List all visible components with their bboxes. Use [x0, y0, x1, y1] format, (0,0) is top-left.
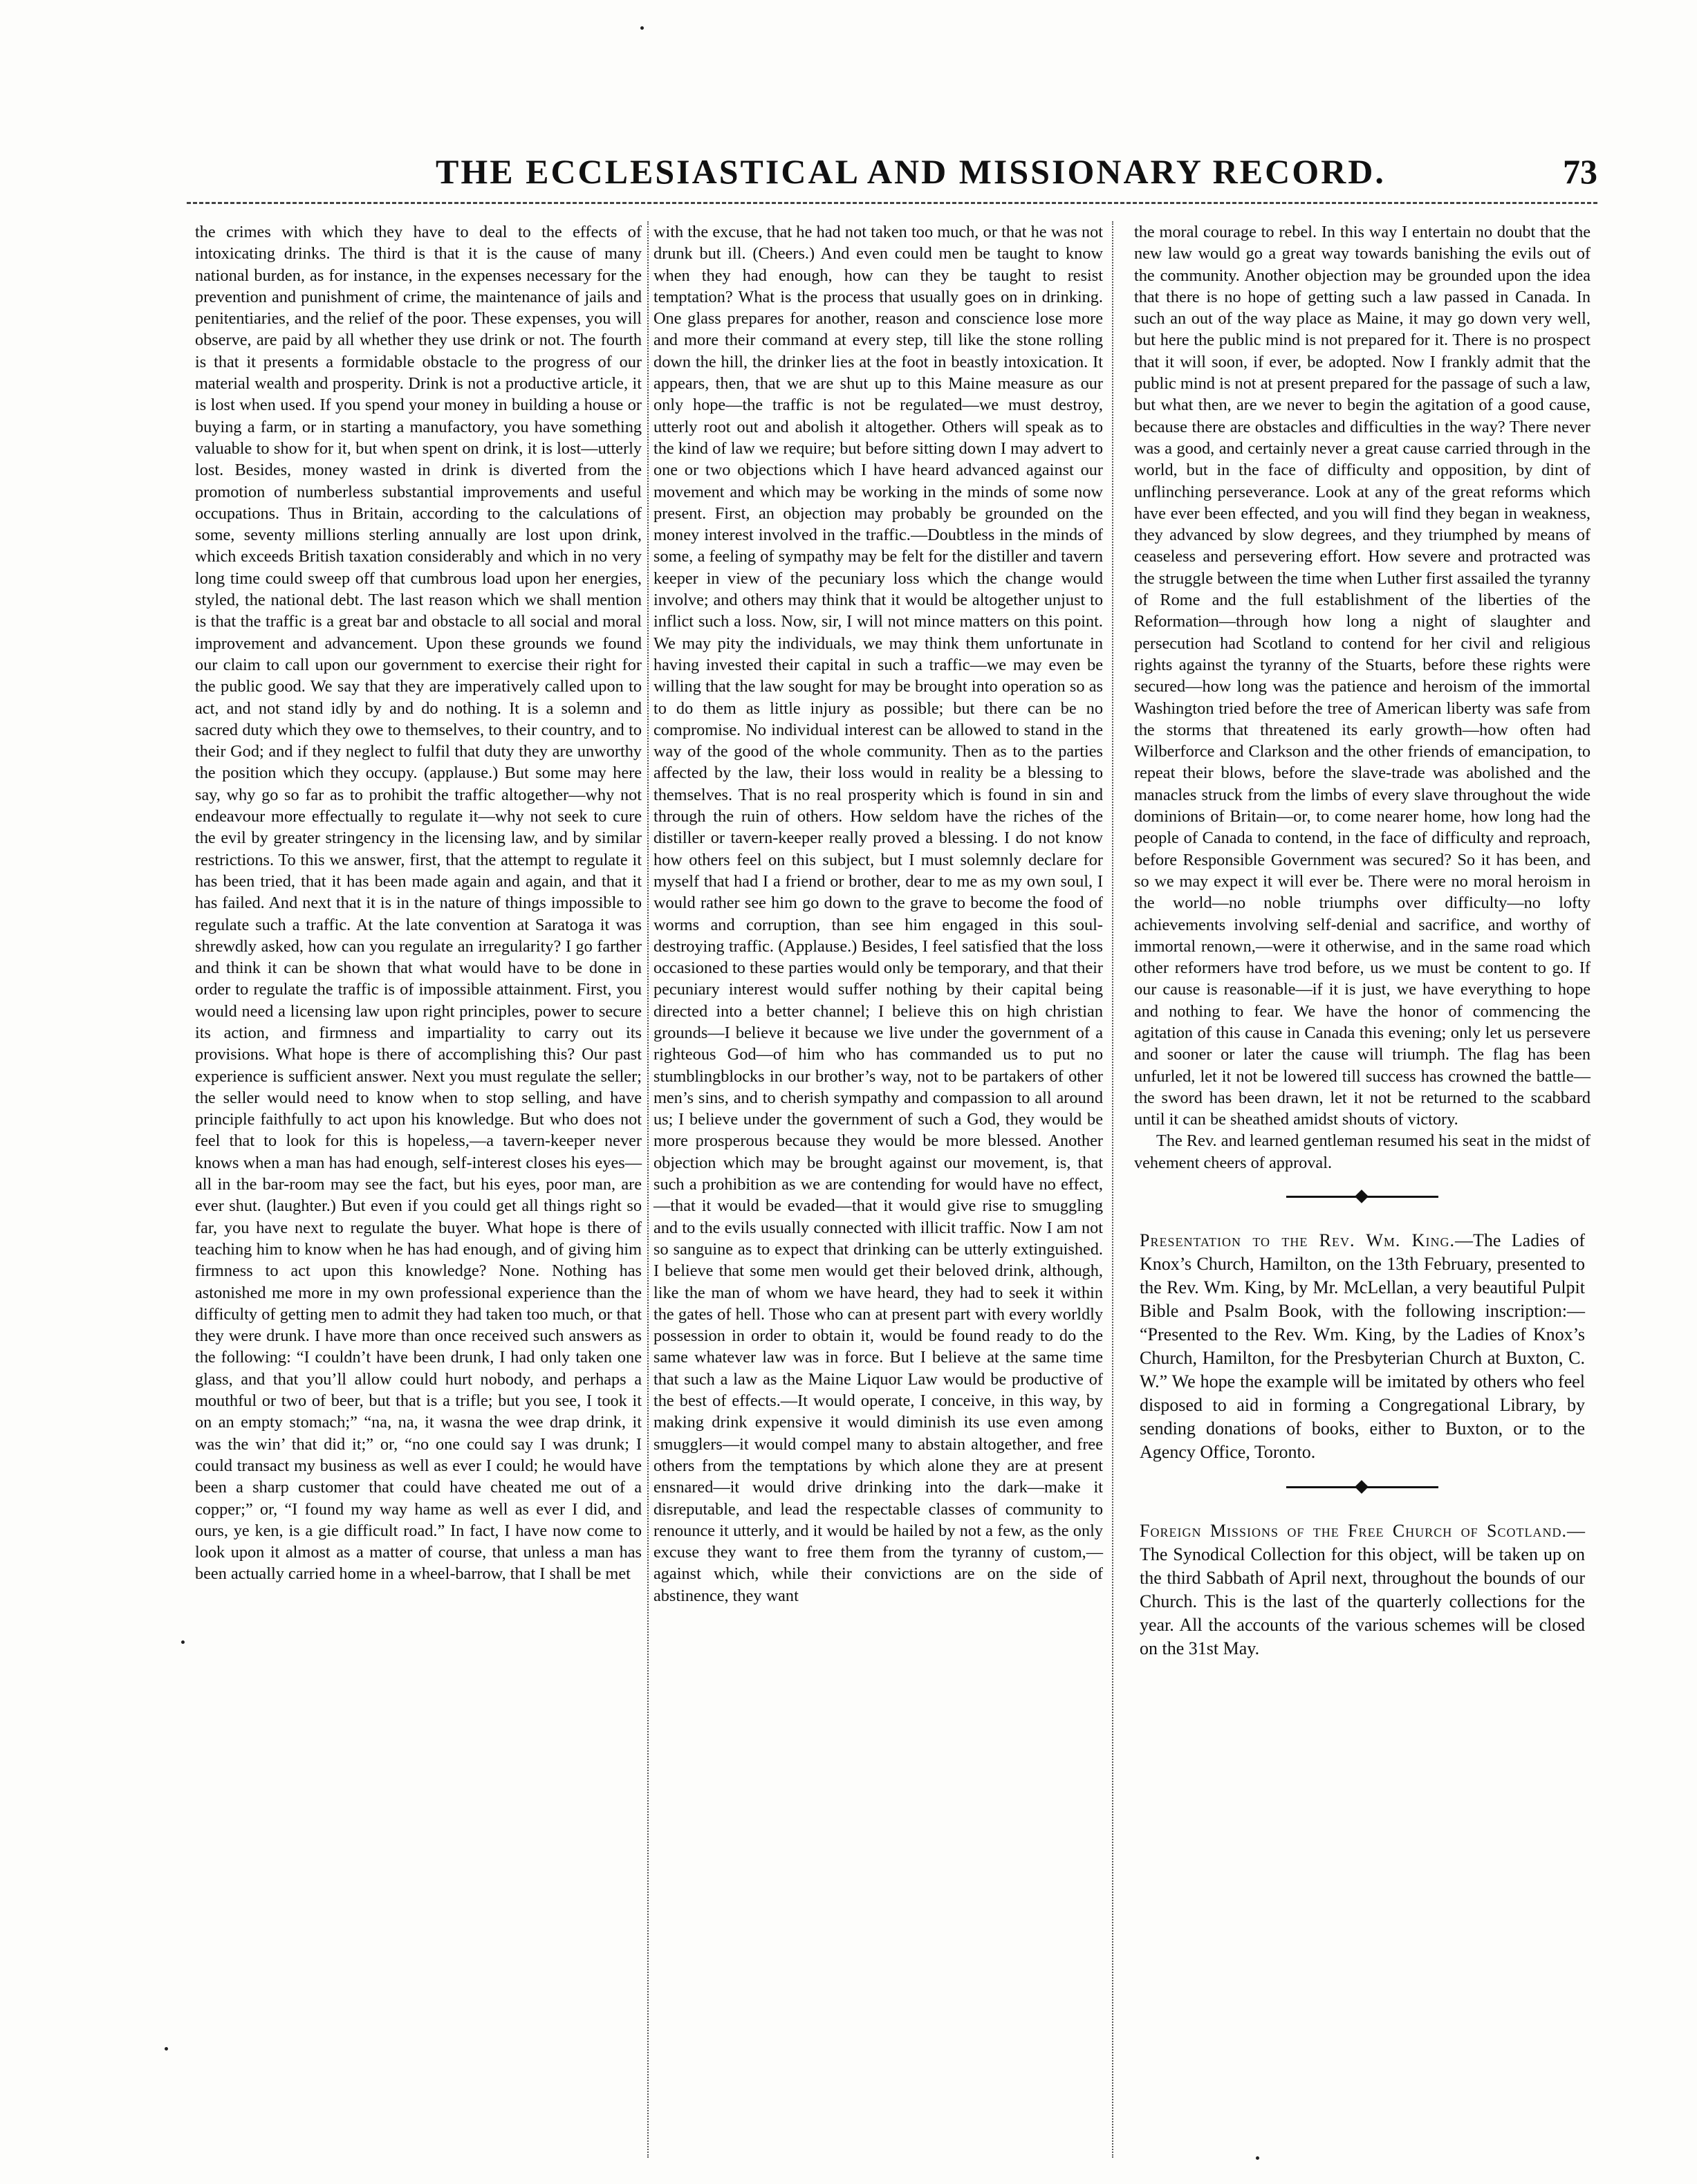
notice-foreign-missions-heading: Foreign Missions of the Free Church of Scotland.: [1140, 1521, 1567, 1542]
ink-speck: [181, 1640, 185, 1644]
running-title: THE ECCLESIASTICAL AND MISSIONARY RECORD.: [436, 152, 1386, 191]
page-number: 73: [1563, 152, 1597, 191]
section-ornament-2: [1286, 1482, 1438, 1492]
page-header: [187, 151, 1597, 198]
column-2-text: with the excuse, that he had not taken too much, or that he was not drunk but ill. (Cheers.) And even could men be taught to know when they had enough, how can they be taught to resist temptation? What is the process that usually goes on in drinking. One glass prepares for another, reason and conscience lose more and more their command at every step, till like the stone rolling down the hill, the drinker lies at the foot in beastly intoxication. It appears, then, that we are shut up to this Maine measure as our only hope—the traffic is not be regulated—we must destroy, utterly root out and abolish it altogether. Others will speak as to the kind of law we require; but before sitting down I may advert to one or two objections which I have heard advanced against our movement and which may be working in the minds of some now present. First, an objection may probably be grounded on the money interest involved in the traffic.—Doubtless in the minds of some, a feeling of sympathy may be felt for the distiller and tavern keeper in view of the pecuniary loss which the change would involve; and others may think that it would be altogether unjust to inflict such a loss. Now, sir, I will not mince matters on this point. We may pity the individuals, we may think them unfortunate in having invested their capital in such a traffic—we may even be willing that the law sought for may be brought into operation so as to do them as little injury as possible; but there can be no compromise. No individual interest can be allowed to stand in the way of the good of the whole community. Then as to the parties affected by the law, their loss would in reality be a blessing to themselves. That is no real prosperity which is found in sin and through the ruin of others. How seldom have the riches of the distiller or tavern-keeper really proved a blessing. I do not know how others feel on this subject, but I must solemnly declare for myself that had I a friend or brother, dear to me as my own soul, I would rather see him go down to the grave to become the food of worms and corruption, than see him engaged in this soul-destroying traffic. (Applause.) Besides, I feel satisfied that the loss occasioned to these parties would only be temporary, and that their pecuniary interest would suffer nothing by their capital being directed into a better channel; I believe this on high christian grounds—I believe it because we live under the government of a righteous God—of him who has commanded us to put no stumblingblocks in our brother’s way, not to be partakers of other men’s sins, and to cherish sympathy and compassion to all around us; I believe under the government of such a God, they would be more prosperous because they would be more blessed. Another objection which may be brought against our movement, is, that such a prohibition as we are contending for would have no effect,—that it would be evaded—that it would give rise to smuggling and to the evils usually connected with illicit traffic. Now I am not so sanguine as to expect that drinking can be utterly extinguished. I believe that some men would get their beloved drink, although, like the man of whom we have heard, they had to seek it within the gates of hell. Those who can at present part with every worldly possession in order to obtain it, would be found ready to do the same whatever law was in force. But I believe at the same time that such a law as the Maine Liquor Law would be productive of the best of effects.—It would operate, I conceive, in this way, by making drink expensive it would diminish its use even among smugglers—it would compel many to abstain altogether, and free others from the temptations by which alone they are at present ensnared—it would drive drinking into the dark—make it disreputable, and lead the respectable classes of community to renounce it utterly, and it would be hailed by not a few, as the only excuse they want to free them from the tyranny of custom,—against which, while their convictions are on the side of abstinence, they want: [653, 223, 1103, 1605]
section-ornament: [1286, 1192, 1438, 1201]
closing-paragraph: The Rev. and learned gentleman resumed his seat in the midst of vehement cheers of approval.: [1134, 1131, 1591, 1172]
column-3: [1134, 221, 1591, 2172]
notice-foreign-missions: [1134, 1519, 1591, 1660]
column-divider-1: [647, 221, 649, 2158]
column-3-text: the moral courage to rebel. In this way I entertain no doubt that the new law would go a great way towards banishing the evils out of the community. Another objection may be grounded upon the idea that there is no hope of getting such a law passed in Canada. In such an out of the way place as Maine, it may go down very well, but here the public mind is not prepared for it. There is no prospect that it will soon, if ever, be adopted. Now I frankly admit that the public mind is not at present prepared for the passage of such a law, but what then, are we never to begin the agitation of a good cause, because there are obstacles and difficulties in the way? There never was a good, and certainly never a great cause carried through in the world, but in the face of difficulty and opposition, by dint of unflinching perseverance. Look at any of the great reforms which have ever been effected, and you will find they began in weakness, they advanced by slow degrees, and they triumphed by means of ceaseless and persevering effort. How severe and protracted was the struggle between the time when Luther first assailed the tyranny of Rome and the full establishment of the liberties of the Reformation—through how long a night of slaughter and persecution had Scotland to contend for her civil and religious rights against the tyranny of the Stuarts, before these rights were secured—how long was the patience and heroism of the immortal Washington tried before the tree of American liberty was safe from the storms that threatened its early growth—how often had Wilberforce and Clarkson and the other friends of emancipation, to repeat their blows, before the slave-trade was abolished and the manacles struck from the limbs of every slave throughout the wide dominions of Britain—or, to come nearer home, how long had the people of Canada to contend, in the face of difficulty and reproach, before Responsible Government was secured? So it has been, and so we may expect it will ever be. There were no moral heroism in the world—no noble triumphs over difficulty—no lofty achievements involving self-denial and sacrifice, and worthy of immortal renown,—were it otherwise, and in the same road which other reformers have trod before, us we must be content to go. If our cause is reasonable—if it is just, we have everything to hope and nothing to fear. We have the honor of commencing the agitation of this cause in Canada this evening; only let us persevere and sooner or later the cause will triumph. The flag has been unfurled, let it not be lowered till success has crowned the battle—the sword has been drawn, let it not be returned to the scabbard until it can be sheathed amidst shouts of victory.: [1134, 223, 1591, 1129]
notice-presentation-heading: Presentation to the Rev. Wm. King.: [1140, 1230, 1455, 1251]
ink-speck: [1256, 2156, 1259, 2160]
column-1: [195, 221, 642, 2172]
column-1-text: the crimes with which they have to deal to the effects of intoxicating drinks. The third is that it is the cause of many national burden, as for instance, in the expenses necessary for the prevention and punishment of crime, the maintenance of jails and penitentiaries, and the relief of the poor. These expenses, you will observe, are paid by all whether they use drink or not. The fourth is that it presents a formidable obstacle to the progress of our material wealth and prosperity. Drink is not a productive article, it is lost when used. If you spend your money in building a house or buying a farm, or in starting a manufactory, you have something valuable to show for it, but when spent on drink, it is lost—utterly lost. Besides, money wasted in drink is diverted from the promotion of numberless substantial improvements and useful occupations. Thus in Britain, according to the calculations of some, seventy millions sterling annually are lost upon drink, which exceeds British taxation considerably and which in no very long time could sweep off that cumbrous load upon her energies, styled, the national debt. The last reason which we shall mention is that the traffic is a great bar and obstacle to all social and moral improvement and advancement. Upon these grounds we found our claim to call upon our government to exercise their right for the public good. We say that they are imperatively called upon to act, and not stand idly by and do nothing. It is a solemn and sacred duty which they owe to themselves, to their country, and to their God; and if they neglect to fulfil that duty they are unworthy the position which they occupy. (applause.) But some may here say, why go so far as to prohibit the traffic altogether—why not endeavour more effectually to regulate it—why not seek to cure the evil by greater stringency in the licensing law, and by similar restrictions. To this we answer, first, that the attempt to regulate it has been tried, that it has been made again and again, and that it has failed. And next that it is in the nature of things impossible to regulate such a traffic. At the late convention at Saratoga it was shrewdly asked, how can you regulate an irregularity? I go farther and think it can be shown that what would have to be done in order to regulate the traffic is of impossible attainment. First, you would need a licensing law upon right principles, power to secure its action, and firmness and impartiality to carry out its provisions. What hope is there of accomplishing this? Our past experience is sufficient answer. Next you must regulate the seller; the seller would need to know when to stop selling, and have principle faithfully to act upon his knowledge. But who does not feel that to look for this is hopeless,—a tavern-keeper never knows when a man has had enough, self-interest closes his eyes—all in the bar-room may see the fact, but his eyes, poor man, are ever shut. (laughter.) But even if you could get all things right so far, you have next to regulate the buyer. What hope is there of teaching him to know when he has had enough, and of giving him firmness to act upon this knowledge? None. Nothing has astonished me more in my own professional experience than the difficulty of getting men to admit they had taken too much, or that they were drunk. I have more than once received such answers as the following: “I couldn’t have been drunk, I had only taken one glass, and that you’ll allow could hurt nobody, and perhaps a mouthful or two of beer, but that is a trifle; but you see, I took it on an empty stomach;” “na, na, it wasna the wee drap drink, it was the win’ that did it;” or, “no one could say I was drunk; I could transact my business as well as ever I could; he would have been a sharp customer that could have cheated me out of a copper;” or, “I found my way hame as well as ever I did, and ours, ye ken, is a gie difficult road.” In fact, I have now come to look upon it almost as a matter of course, that unless a man has been actually carried home in a wheel-barrow, that I shall be met: [195, 223, 642, 1584]
notice-presentation: [1134, 1229, 1591, 1464]
ink-speck: [640, 26, 644, 30]
ink-speck: [165, 2047, 168, 2051]
notice-presentation-body: —The Ladies of Knox’s Church, Hamilton, on the 13th February, presented to the Rev. Wm. King, by Mr. McLellan, a very beautiful Pulpit Bible and Psalm Book, with the following inscription:— “Presented to the Rev. Wm. King, by the Ladies of Knox’s Church, Hamilton, for the Presbyterian Church at Buxton, C. W.” We hope the example will be imitated by others who feel disposed to aid in forming a Congregational Library, by sending donations of books, either to Buxton, or to the Agency Office, Toronto.: [1140, 1230, 1585, 1463]
notice-foreign-missions-body: —The Synodical Collection for this object, will be taken up on the third Sabbath of April next, throughout the bounds of our Church. This is the last of the quarterly collections for the year. All the accounts of the various schemes will be closed on the 31st May.: [1140, 1521, 1585, 1659]
column-divider-2: [1112, 221, 1113, 2158]
column-2: [653, 221, 1103, 2172]
header-rule: [187, 202, 1597, 204]
